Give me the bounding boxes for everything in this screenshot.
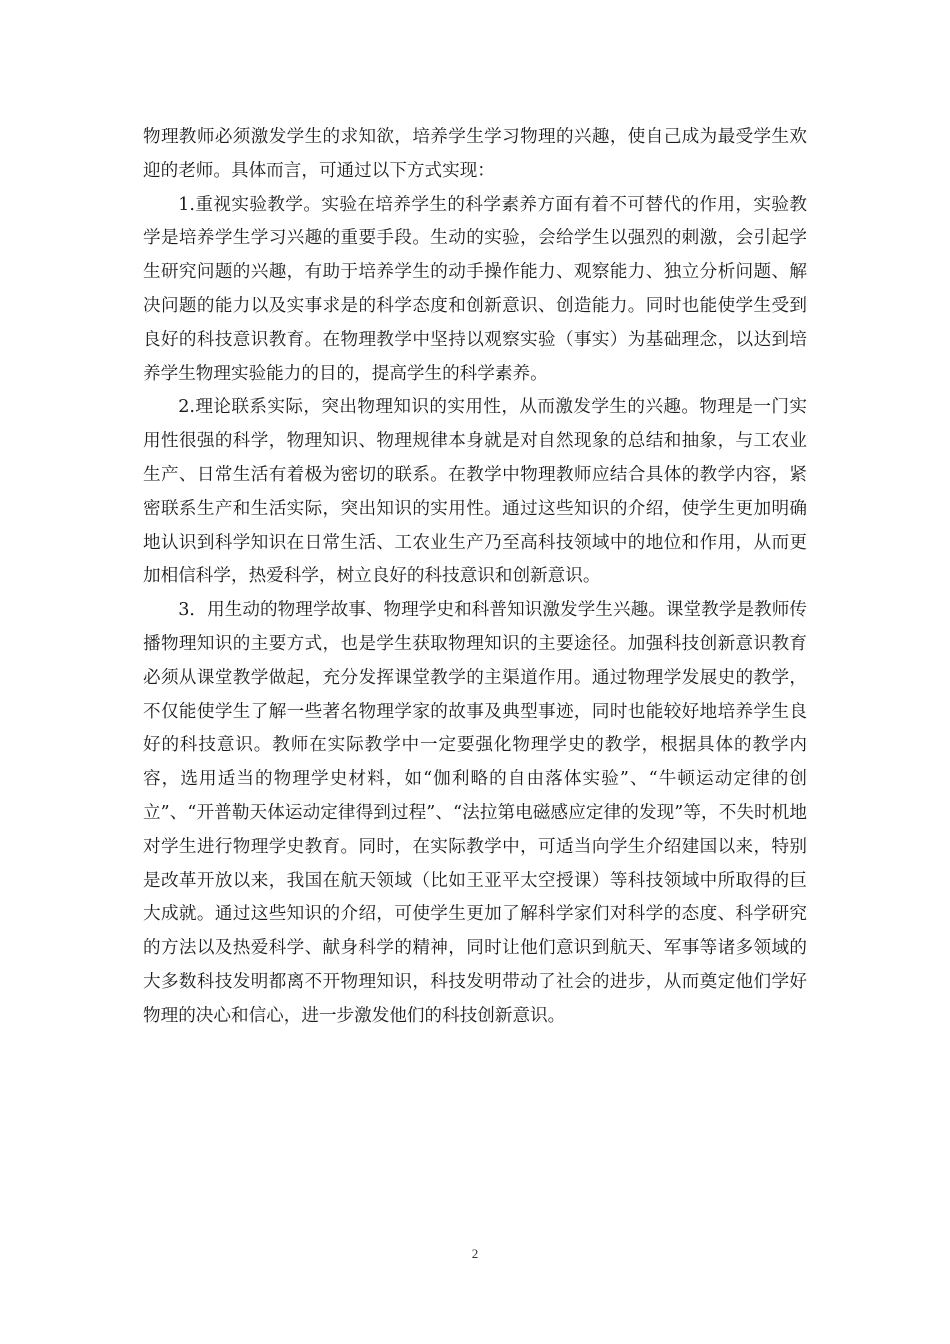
paragraph-theory-practice: 2.理论联系实际，突出物理知识的实用性，从而激发学生的兴趣。物理是一门实用性很强的科学，物理知识、物理规律本身就是对自然现象的总结和抽象，与工农业生产、日常生活有着极为密切的联系。在教学中物理教师应结合具体的教学内容，紧密联系生产和生活实际，突出知识的实用性。通过这些知识的介绍，使学生更加明确地认识到科学知识在日常生活、工农业生产乃至高科技领域中的地位和作用，从而更加相信科学，热爱科学，树立良好的科技意识和创新意识。 [143, 397, 807, 587]
paragraph-physics-history: 3．用生动的物理学故事、物理学史和科普知识激发学生兴趣。课堂教学是教师传播物理知识的主要方式，也是学生获取物理知识的主要途径。加强科技创新意识教育必须从课堂教学做起，充分发挥课堂教学的主渠道作用。通过物理学发展史的教学，不仅能使学生了解一些著名物理学家的故事及典型事迹，同时也能较好地培养学生良好的科技意识。教师在实际教学中一定要强化物理学史的教学，根据具体的教学内容，选用适当的物理学史材料，如“伽利略的自由落体实验”、“牛顿运动定律的创立”、“开普勒天体运动定律得到过程”、“法拉第电磁感应定律的发现”等，不失时机地对学生进行物理学史教育。同时，在实际教学中，可适当向学生介绍建国以来，特别是改革开放以来，我国在航天领域（比如王亚平太空授课）等科技领域中所取得的巨大成就。通过这些知识的介绍，可使学生更加了解科学家们对科学的态度、科学研究的方法以及热爱科学、献身科学的精神，同时让他们意识到航天、军事等诸多领域的大多数科技发明都离不开物理知识，科技发明带动了社会的进步，从而奠定他们学好物理的决心和信心，进一步激发他们的科技创新意识。 [143, 600, 807, 1026]
page-number: 2 [471, 1246, 479, 1261]
body-text [143, 121, 807, 1034]
paragraph-intro: 物理教师必须激发学生的求知欲，培养学生学习物理的兴趣，使自己成为最受学生欢迎的老师。具体而言，可通过以下方式实现： [143, 127, 807, 181]
paragraph-experiment-teaching: 1.重视实验教学。实验在培养学生的科学素养方面有着不可替代的作用，实验教学是培养学生学习兴趣的重要手段。生动的实验，会给学生以强烈的刺激，会引起学生研究问题的兴趣，有助于培养学生的动手操作能力、观察能力、独立分析问题、解决问题的能力以及实事求是的科学态度和创新意识、创造能力。同时也能使学生受到良好的科技意识教育。在物理教学中坚持以观察实验（事实）为基础理念，以达到培养学生物理实验能力的目的，提高学生的科学素养。 [143, 194, 807, 384]
